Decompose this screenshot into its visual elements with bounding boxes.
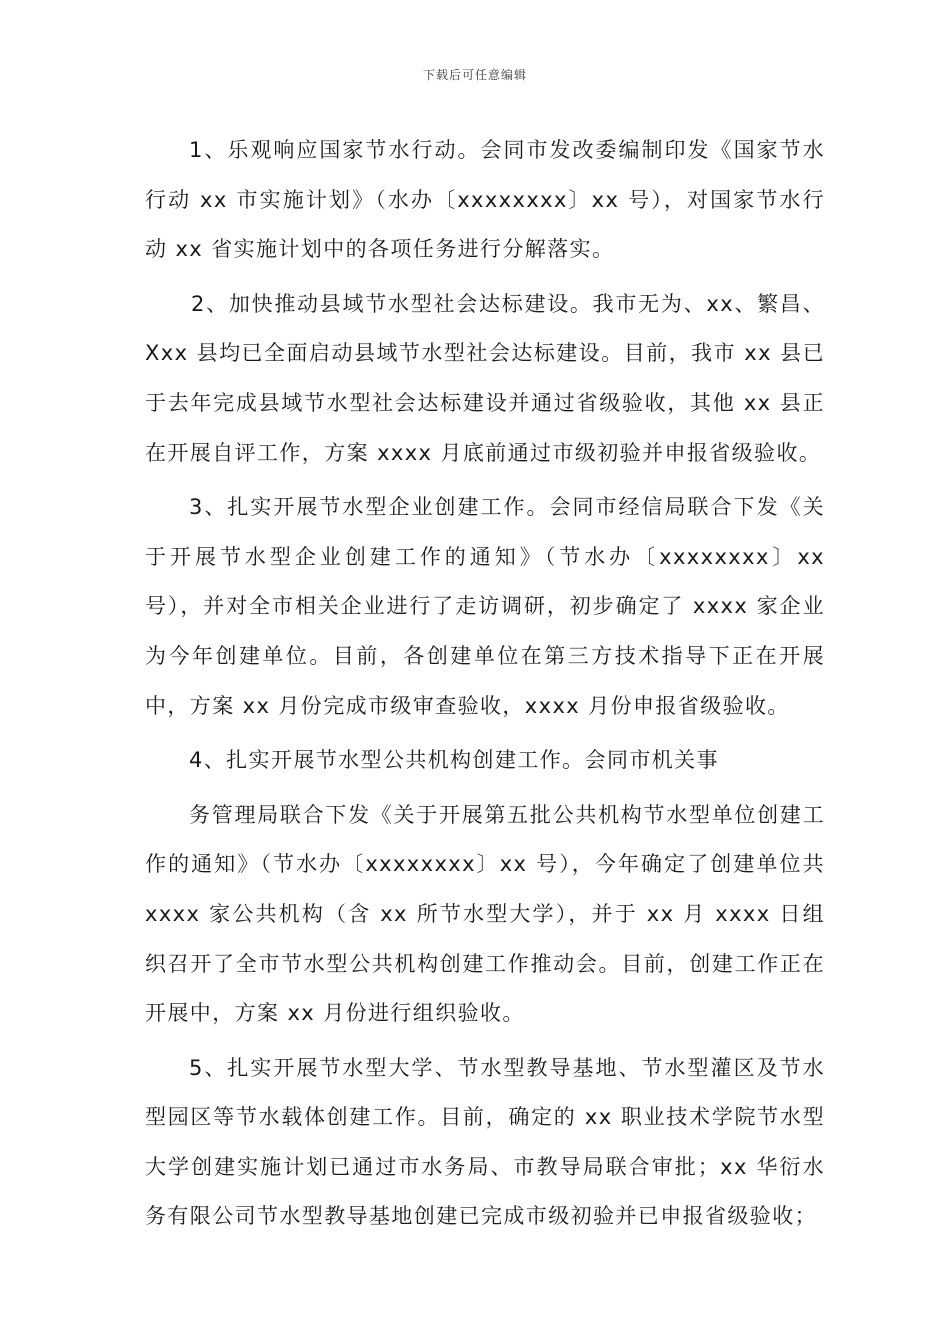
paragraph-4: 4、扎实开展节水型公共机构创建工作。会同市机关事 xyxy=(189,748,719,773)
document-body xyxy=(145,126,825,1247)
paragraph-5: 务管理局联合下发《关于开展第五批公共机构节水型单位创建工作的通知》（节水办〔xxxxxxxx〕xx 号），今年确定了创建单位共 xxxx 家公共机构（含 xx 所节水型大学），并于 xx 月 xxxx 日组织召开了全市节水型公共机构创建工作推动会。目前，创建工作正在开展中，方案 xx 月份进行组织验收。 xyxy=(145,802,825,1026)
paragraph-3: 3、扎实开展节水型企业创建工作。会同市经信局联合下发《关于开展节水型企业创建工作的通知》（节水办〔xxxxxxxx〕xx 号），并对全市相关企业进行了走访调研，初步确定了 xxxx 家企业为今年创建单位。目前，各创建单位在第三方技术指导下正在开展中，方案 xx 月份完成市级审查验收，xxxx 月份申报省级验收。 xyxy=(145,495,825,718)
paragraph-2: 2、加快推动县域节水型社会达标建设。我市无为、xx、繁昌、Xxx 县均已全面启动县域节水型社会达标建设。目前，我市 xx 县已于去年完成县域节水型社会达标建设并通过省级验收，其他 xx 县正在开展自评工作，方案 xxxx 月底前通过市级初验并申报省级验收。 xyxy=(145,291,825,465)
page-header-note: 下载后可任意编辑 xyxy=(422,68,527,82)
paragraph-6: 5、扎实开展节水型大学、节水型教导基地、节水型灌区及节水型园区等节水载体创建工作。目前，确定的 xx 职业技术学院节水型大学创建实施计划已通过市水务局、市教导局联合审批；xx 华衍水务有限公司节水型教导基地创建已完成市级初验并已申报省级验收； xyxy=(145,1055,825,1229)
paragraph-1: 1、乐观响应国家节水行动。会同市发改委编制印发《国家节水行动 xx 市实施计划》（水办〔xxxxxxxx〕xx 号），对国家节水行动 xx 省实施计划中的各项任务进行分解落实。 xyxy=(145,138,825,262)
